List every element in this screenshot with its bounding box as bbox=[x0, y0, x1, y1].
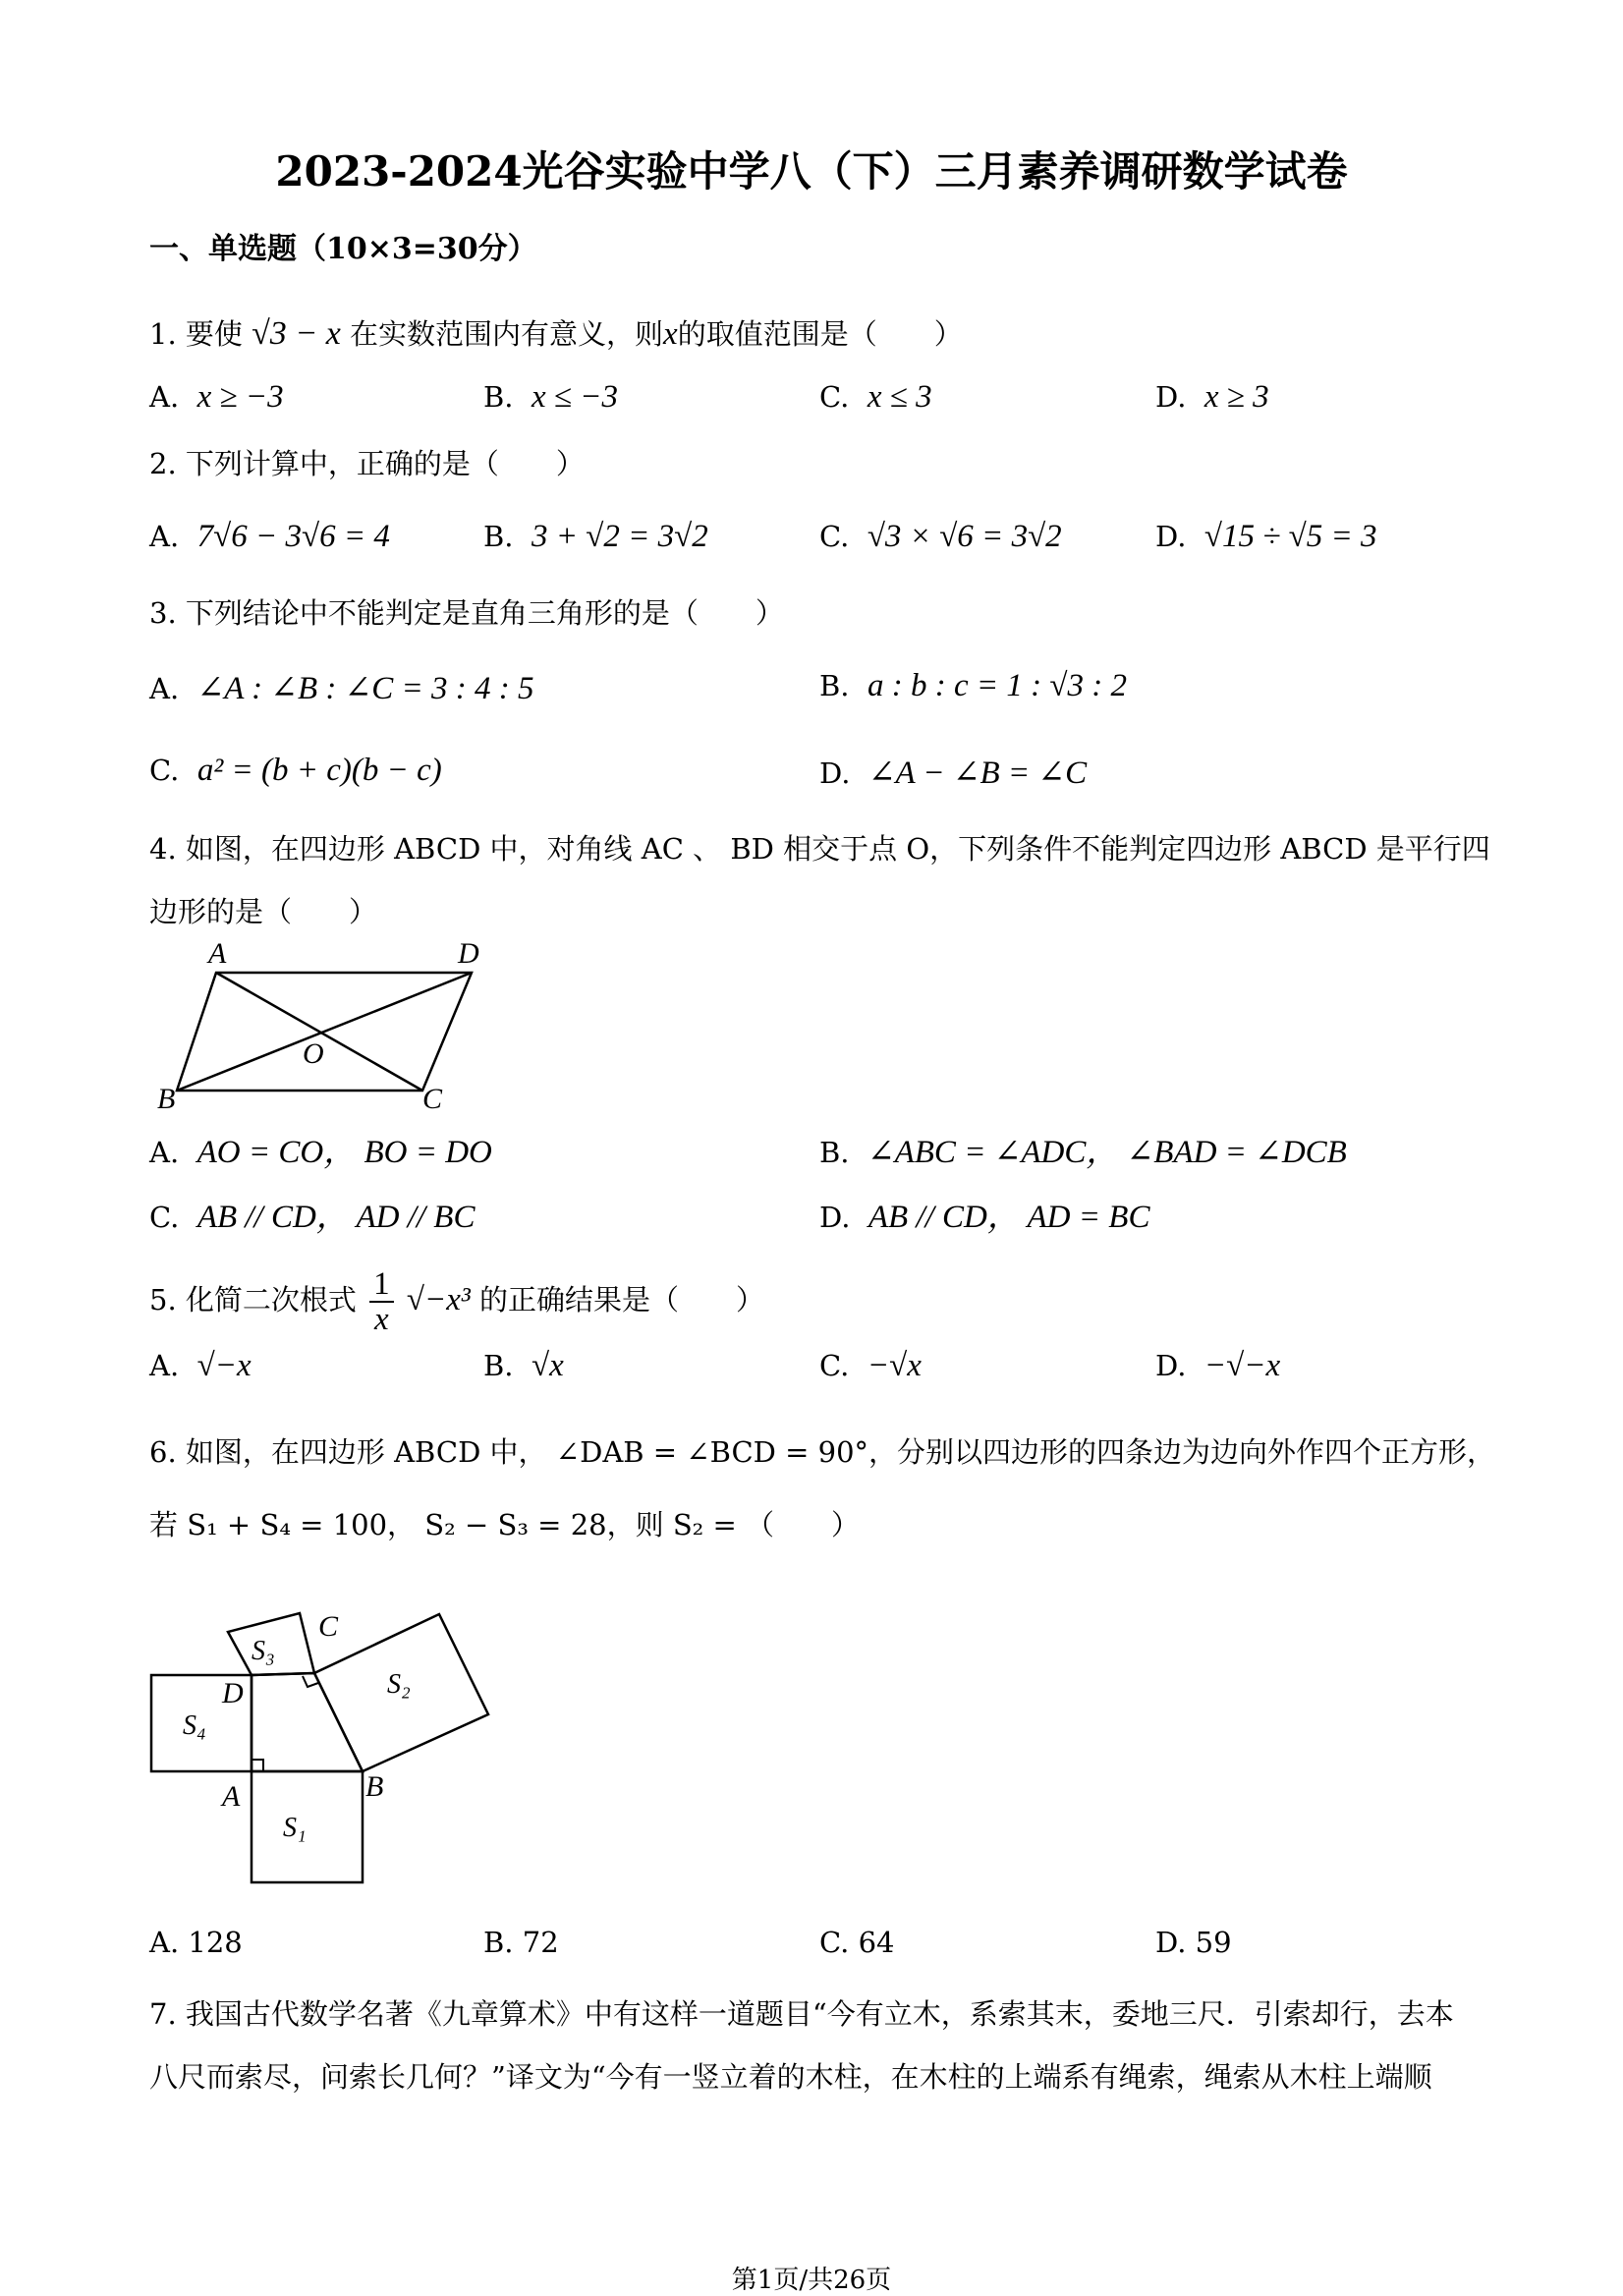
option-label: C. bbox=[819, 1349, 850, 1382]
option-text: 64 bbox=[858, 1926, 895, 1959]
option-label: B. bbox=[483, 1926, 514, 1959]
question-3-option-a[interactable] bbox=[149, 668, 534, 707]
question-5-option-b[interactable] bbox=[483, 1348, 564, 1384]
label-d: D bbox=[222, 1677, 244, 1709]
question-3-option-b[interactable] bbox=[819, 668, 1127, 704]
option-text: ∠A − ∠B = ∠C bbox=[867, 756, 1088, 791]
question-1-stem-b: 在实数范围内有意义，则 bbox=[350, 317, 664, 351]
option-label: A. bbox=[149, 380, 180, 414]
option-text: x ≥ 3 bbox=[1203, 379, 1269, 415]
squares-figure bbox=[147, 1587, 501, 1891]
option-label: D. bbox=[819, 1201, 851, 1234]
question-6-stem-line-2: 若 S₁ + S₄ = 100， S₂ − S₃ = 28，则 S₂ = （ ） bbox=[149, 1508, 861, 1541]
question-1-option-d[interactable] bbox=[1155, 379, 1269, 416]
question-3-option-c[interactable] bbox=[149, 753, 442, 789]
question-2-option-c[interactable] bbox=[819, 519, 1062, 555]
label-o: O bbox=[303, 1037, 324, 1070]
option-text: a : b : c = 1 : √3 : 2 bbox=[867, 668, 1127, 703]
option-text: AB // CD， AD // BC bbox=[196, 1200, 476, 1235]
question-3-stem: 3. 下列结论中不能判定是直角三角形的是（ ） bbox=[149, 596, 784, 630]
label-d: D bbox=[458, 937, 479, 970]
option-text: √−x bbox=[196, 1348, 252, 1383]
question-5-radical: √−x³ bbox=[406, 1282, 471, 1317]
option-text: ∠A : ∠B : ∠C = 3 : 4 : 5 bbox=[196, 671, 534, 706]
option-label: A. bbox=[149, 672, 180, 705]
question-1-option-b[interactable] bbox=[483, 379, 618, 416]
option-text: a² = (b + c)(b − c) bbox=[196, 753, 442, 788]
question-4-option-b[interactable] bbox=[819, 1126, 1347, 1172]
option-label: C. bbox=[149, 754, 180, 787]
option-label: D. bbox=[1155, 380, 1187, 414]
question-7-line-1: 7. 我国古代数学名著《九章算术》中有这样一道题目“今有立木，系索其末，委地三尺．引索却行，去本 bbox=[149, 1997, 1454, 2031]
question-1-stem-a: 1. 要使 bbox=[149, 317, 243, 351]
option-label: C. bbox=[819, 520, 850, 553]
label-s1: S₁ bbox=[283, 1813, 307, 1843]
page-title: 2023-2024光谷实验中学八（下）三月素养调研数学试卷 bbox=[275, 147, 1348, 196]
question-2-option-a[interactable] bbox=[149, 519, 390, 555]
option-text: √x bbox=[531, 1348, 564, 1383]
label-s2: S₂ bbox=[387, 1669, 411, 1700]
right-angle-a bbox=[252, 1760, 263, 1771]
option-text: AB // CD， AD = BC bbox=[867, 1200, 1150, 1235]
question-5-option-c[interactable] bbox=[819, 1348, 922, 1384]
option-text: −√x bbox=[867, 1348, 922, 1383]
question-1-option-c[interactable] bbox=[819, 379, 932, 416]
option-text: x ≤ −3 bbox=[531, 379, 618, 415]
question-3-option-d[interactable] bbox=[819, 753, 1087, 792]
option-text: 7√6 − 3√6 = 4 bbox=[196, 519, 390, 554]
option-text: 59 bbox=[1195, 1926, 1232, 1959]
question-4-stem-line-1: 4. 如图，在四边形 ABCD 中，对角线 AC 、 BD 相交于点 O，下列条件不能判定四边形 ABCD 是平行四 bbox=[149, 832, 1490, 866]
option-label: D. bbox=[1155, 520, 1187, 553]
option-text: x ≤ 3 bbox=[867, 379, 932, 415]
question-6-option-d[interactable] bbox=[1155, 1926, 1232, 1959]
parallelogram-figure bbox=[157, 937, 511, 1115]
option-label: B. bbox=[819, 1136, 850, 1169]
question-1-option-a[interactable] bbox=[149, 379, 284, 416]
option-label: B. bbox=[483, 1349, 514, 1382]
option-label: D. bbox=[819, 756, 851, 790]
option-text: 128 bbox=[188, 1926, 243, 1959]
label-c: C bbox=[318, 1610, 339, 1643]
question-2-stem: 2. 下列计算中，正确的是（ ） bbox=[149, 447, 585, 480]
label-a: A bbox=[208, 937, 227, 970]
option-label: A. bbox=[149, 1926, 180, 1959]
label-s3: S₃ bbox=[252, 1636, 275, 1666]
label-b: B bbox=[157, 1083, 176, 1115]
question-5-stem-a: 5. 化简二次根式 bbox=[149, 1283, 357, 1316]
diagonal-ac bbox=[216, 973, 422, 1091]
question-6-stem-line-1: 6. 如图，在四边形 ABCD 中， ∠DAB = ∠BCD = 90°，分别以四边形的四条边为边向外作四个正方形， bbox=[149, 1435, 1496, 1469]
option-text: x ≥ −3 bbox=[196, 379, 284, 415]
option-label: C. bbox=[149, 1201, 180, 1234]
label-s4: S₄ bbox=[183, 1710, 206, 1741]
page-footer: 第1页/共26页 bbox=[731, 2266, 892, 2295]
option-text: 3 + √2 = 3√2 bbox=[531, 519, 708, 554]
diagonal-bd bbox=[177, 973, 472, 1091]
option-label: A. bbox=[149, 1349, 180, 1382]
option-text: √3 × √6 = 3√2 bbox=[867, 519, 1062, 554]
question-4-option-d[interactable] bbox=[819, 1191, 1149, 1237]
question-4-stem-line-2: 边形的是（ ） bbox=[149, 895, 378, 928]
question-6-option-c[interactable] bbox=[819, 1926, 895, 1959]
option-text: √15 ÷ √5 = 3 bbox=[1203, 519, 1377, 554]
option-text: ∠ABC = ∠ADC， ∠BAD = ∠DCB bbox=[867, 1135, 1347, 1170]
option-label: D. bbox=[1155, 1926, 1187, 1959]
section-heading: 一、单选题（10×3=30分） bbox=[149, 232, 537, 266]
question-2-option-d[interactable] bbox=[1155, 519, 1376, 555]
label-b: B bbox=[365, 1770, 384, 1803]
label-c: C bbox=[422, 1083, 443, 1115]
question-6-option-b[interactable] bbox=[483, 1926, 559, 1959]
label-a: A bbox=[222, 1780, 241, 1813]
question-1-stem-c: 的取值范围是（ ） bbox=[677, 317, 963, 351]
question-1-variable: x bbox=[663, 316, 678, 352]
question-5-stem bbox=[149, 1267, 764, 1336]
question-2-option-b[interactable] bbox=[483, 519, 708, 555]
option-label: B. bbox=[819, 669, 850, 702]
option-text: AO = CO， BO = DO bbox=[196, 1135, 492, 1170]
option-text: −√−x bbox=[1203, 1348, 1281, 1383]
question-4-option-c[interactable] bbox=[149, 1191, 475, 1237]
question-1-radical: √3 − x bbox=[252, 315, 341, 352]
option-label: B. bbox=[483, 380, 514, 414]
option-label: A. bbox=[149, 520, 180, 553]
option-text: 72 bbox=[522, 1926, 559, 1959]
fraction-numerator: 1 bbox=[369, 1267, 394, 1303]
question-5-option-d[interactable] bbox=[1155, 1348, 1280, 1384]
question-5-stem-b: 的正确结果是（ ） bbox=[478, 1283, 764, 1316]
question-1-stem bbox=[149, 312, 963, 353]
question-6-option-a[interactable] bbox=[149, 1926, 243, 1959]
question-7-line-2: 八尺而索尽，问索长几何？”译文为“今有一竖立着的木柱，在木柱的上端系有绳索，绳索从木柱上端顺 bbox=[149, 2060, 1432, 2094]
fraction-denominator: x bbox=[374, 1302, 389, 1337]
option-label: C. bbox=[819, 380, 850, 414]
fraction bbox=[369, 1267, 394, 1336]
option-label: C. bbox=[819, 1926, 850, 1959]
option-label: B. bbox=[483, 520, 514, 553]
question-4-option-a[interactable] bbox=[149, 1126, 492, 1172]
option-label: A. bbox=[149, 1136, 180, 1169]
question-5-option-a[interactable] bbox=[149, 1348, 252, 1384]
square-s1 bbox=[252, 1771, 363, 1882]
option-label: D. bbox=[1155, 1349, 1187, 1382]
